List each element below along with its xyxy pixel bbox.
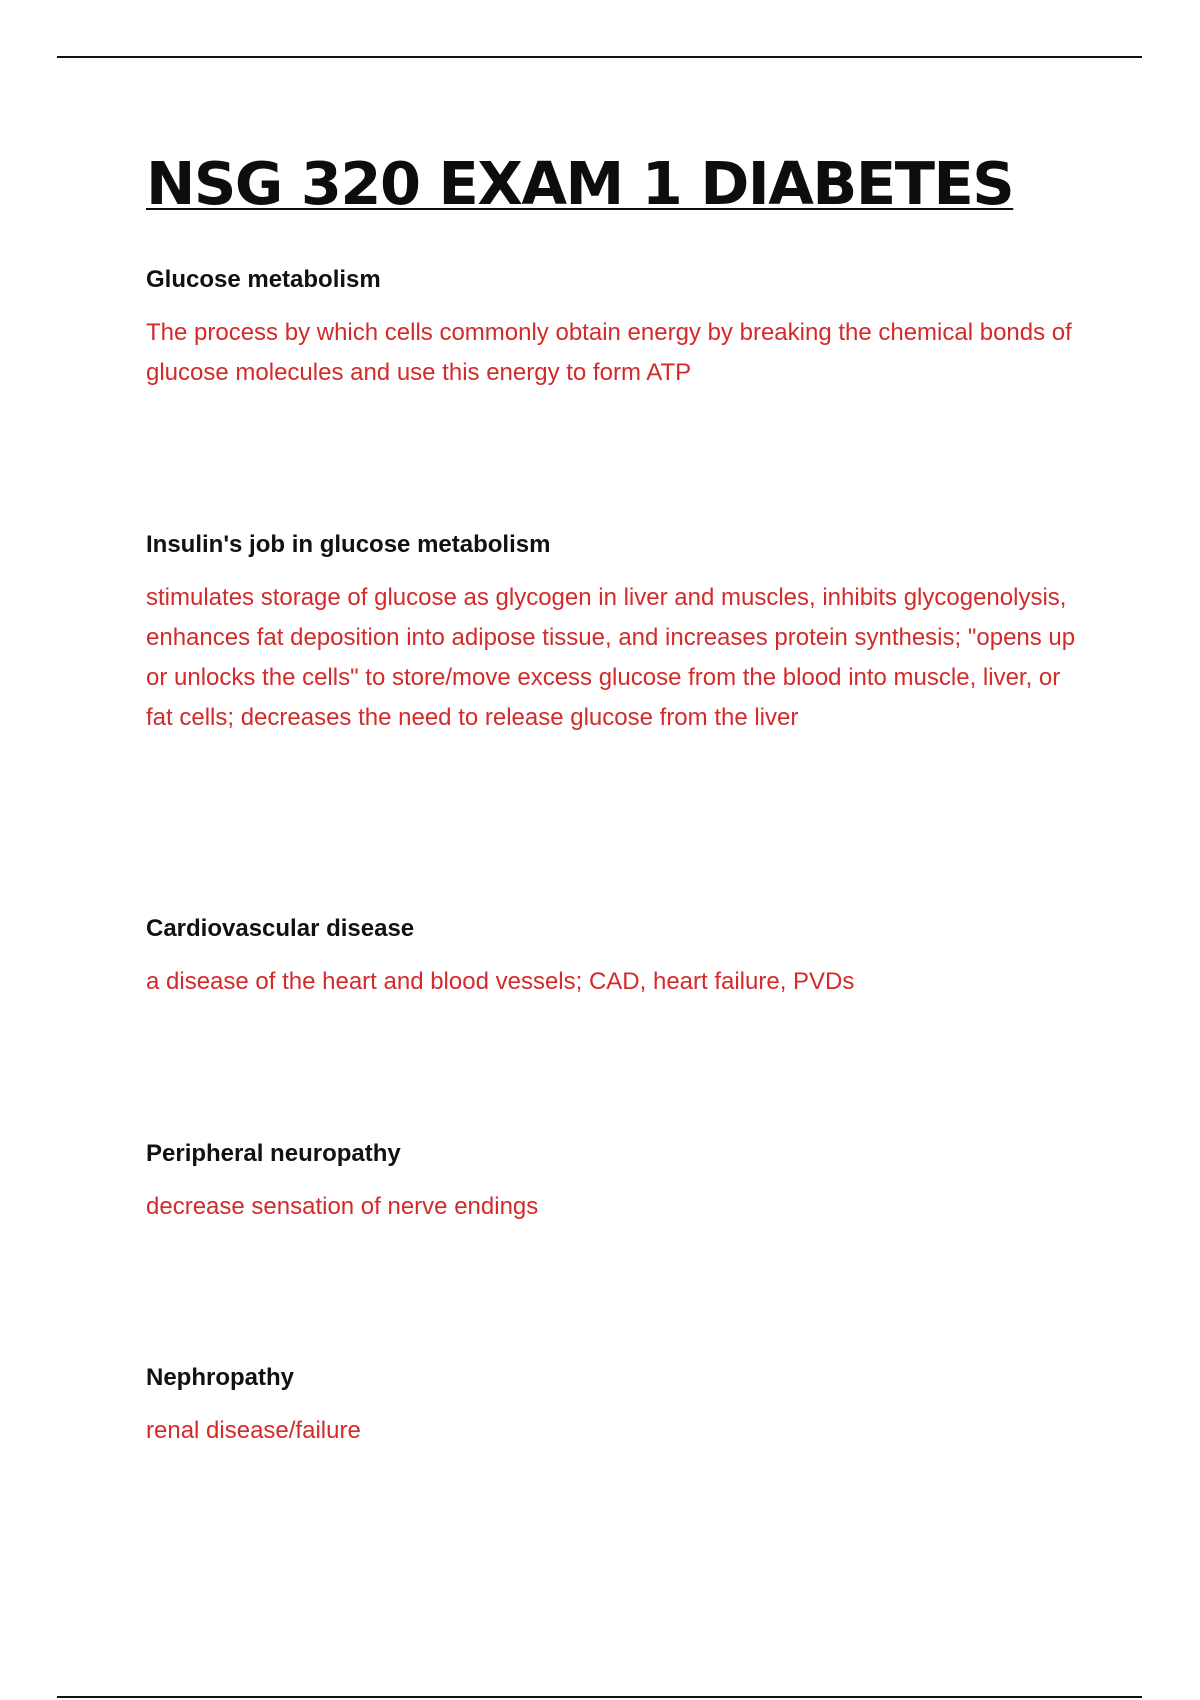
document-content	[146, 149, 1086, 1444]
flashcard-cardiovascular-disease	[146, 914, 1086, 1002]
definition-text: The process by which cells commonly obtain energy by breaking the chemical bonds of glucose molecules and use this energy to form ATP	[146, 319, 1072, 386]
term-label: Cardiovascular disease	[146, 915, 415, 942]
definition-text: renal disease/failure	[146, 1417, 361, 1444]
flashcard-nephropathy	[146, 1363, 1086, 1451]
page-title: NSG 320 EXAM 1 DIABETES	[146, 149, 1014, 218]
term-label: Peripheral neuropathy	[146, 1140, 401, 1167]
flashcard-glucose-metabolism	[146, 265, 1086, 393]
flashcard-insulin-job	[146, 530, 1086, 738]
definition-text: decrease sensation of nerve endings	[146, 1193, 539, 1220]
bottom-divider	[57, 1696, 1142, 1698]
term-label: Nephropathy	[146, 1364, 295, 1391]
term-label: Glucose metabolism	[146, 266, 381, 293]
term-label: Insulin's job in glucose metabolism	[146, 531, 551, 558]
definition-text: a disease of the heart and blood vessels; CAD, heart failure, PVDs	[146, 968, 855, 995]
top-divider	[57, 56, 1142, 58]
definition-text: stimulates storage of glucose as glycogen in liver and muscles, inhibits glycogenolysis, enhances fat deposition into adipose tissue, and increases protein synthesis; "opens up or unlocks the cells" to store/move excess glucose from the blood into muscle, liver, or fat cells; decreases the need to release glucose from the liver	[146, 584, 1076, 731]
flashcard-peripheral-neuropathy	[146, 1139, 1086, 1227]
